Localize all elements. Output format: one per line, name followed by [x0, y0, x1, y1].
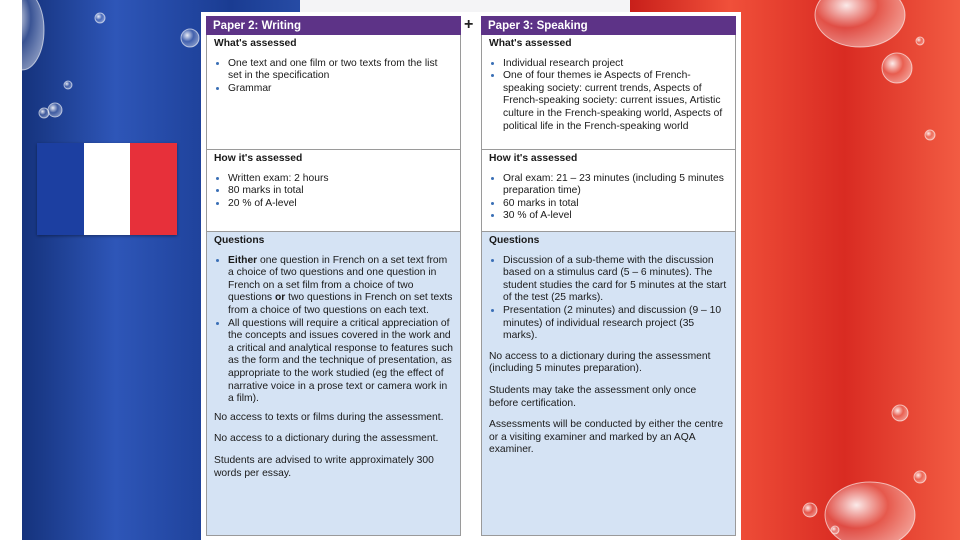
list-item: • 20 % of A-level [228, 198, 453, 211]
note: No access to a dictionary during the assessment (including 5 minutes preparation). [489, 350, 711, 375]
paper2-title: Paper 2: Writing [206, 16, 461, 35]
flag-red-stripe [130, 143, 177, 235]
note: Students are advised to write approximately 300 words per essay. [214, 454, 434, 479]
list-item: • Discussion of a sub-theme with the discussion based on a stimulus card (5 – 6 minutes). The student studies the card for 5 minutes at the start of the test (25 marks). [503, 255, 728, 305]
list-item: • Written exam: 2 hours [228, 173, 453, 186]
paper3-column [481, 16, 736, 540]
list-item: • Grammar [228, 83, 453, 96]
note: No access to a dictionary during the assessment. [214, 433, 439, 445]
paper2-whats-assessed [206, 35, 461, 150]
list-item: • One of four themes ie Aspects of French-speaking society: current trends, Aspects of French-speaking society: current issues, Artistic culture in the French-speaking world, Aspects of political life in the French-speaking world [503, 70, 728, 133]
section-title: Questions [214, 235, 265, 246]
section-title: How it's assessed [489, 153, 578, 164]
paper2-column [206, 16, 461, 540]
plus-symbol: + [464, 16, 474, 33]
flag-blue-stripe [37, 143, 84, 235]
paper3-title: Paper 3: Speaking [481, 16, 736, 35]
list-item: • Either one question in French on a set text from a choice of two questions and one question in French on a set film from a choice of two questions or two questions in French on set texts from a choice of two questions on each text. [228, 255, 453, 318]
list-item: • Individual research project [503, 58, 728, 71]
section-title: How it's assessed [214, 153, 303, 164]
section-title: What's assessed [214, 38, 297, 49]
note: Students may take the assessment only once before certification. [489, 384, 697, 409]
paper2-how-assessed [206, 150, 461, 232]
list-item: • All questions will require a critical appreciation of the concepts and issues covered in the work and a critical and analytical response to features such as the form and the technique of presentation, as appropriate to the work studied (eg the effect of narrative voice in a prose text or camera work in a film). [228, 318, 453, 406]
list-item: • One text and one film or two texts from the list set in the specification [228, 58, 453, 83]
list-item: • Presentation (2 minutes) and discussion (9 – 10 minutes) of individual research project (35 marks). [503, 305, 728, 343]
list-item: • 60 marks in total [503, 198, 728, 211]
paper3-how-assessed [481, 150, 736, 232]
paper2-questions [206, 232, 461, 536]
assessment-sheet [201, 12, 741, 540]
list-item: • 80 marks in total [228, 185, 453, 198]
note: Assessments will be conducted by either the centre or a visiting examiner and marked by an AQA examiner. [489, 419, 724, 456]
flag-white-stripe [84, 143, 131, 235]
french-flag-image [37, 143, 177, 235]
section-title: What's assessed [489, 38, 572, 49]
paper3-whats-assessed [481, 35, 736, 150]
section-title: Questions [489, 235, 540, 246]
list-item: • Oral exam: 21 – 23 minutes (including 5 minutes preparation time) [503, 173, 728, 198]
note: No access to texts or films during the assessment. [214, 411, 444, 423]
paper3-questions [481, 232, 736, 536]
list-item: • 30 % of A-level [503, 210, 728, 223]
